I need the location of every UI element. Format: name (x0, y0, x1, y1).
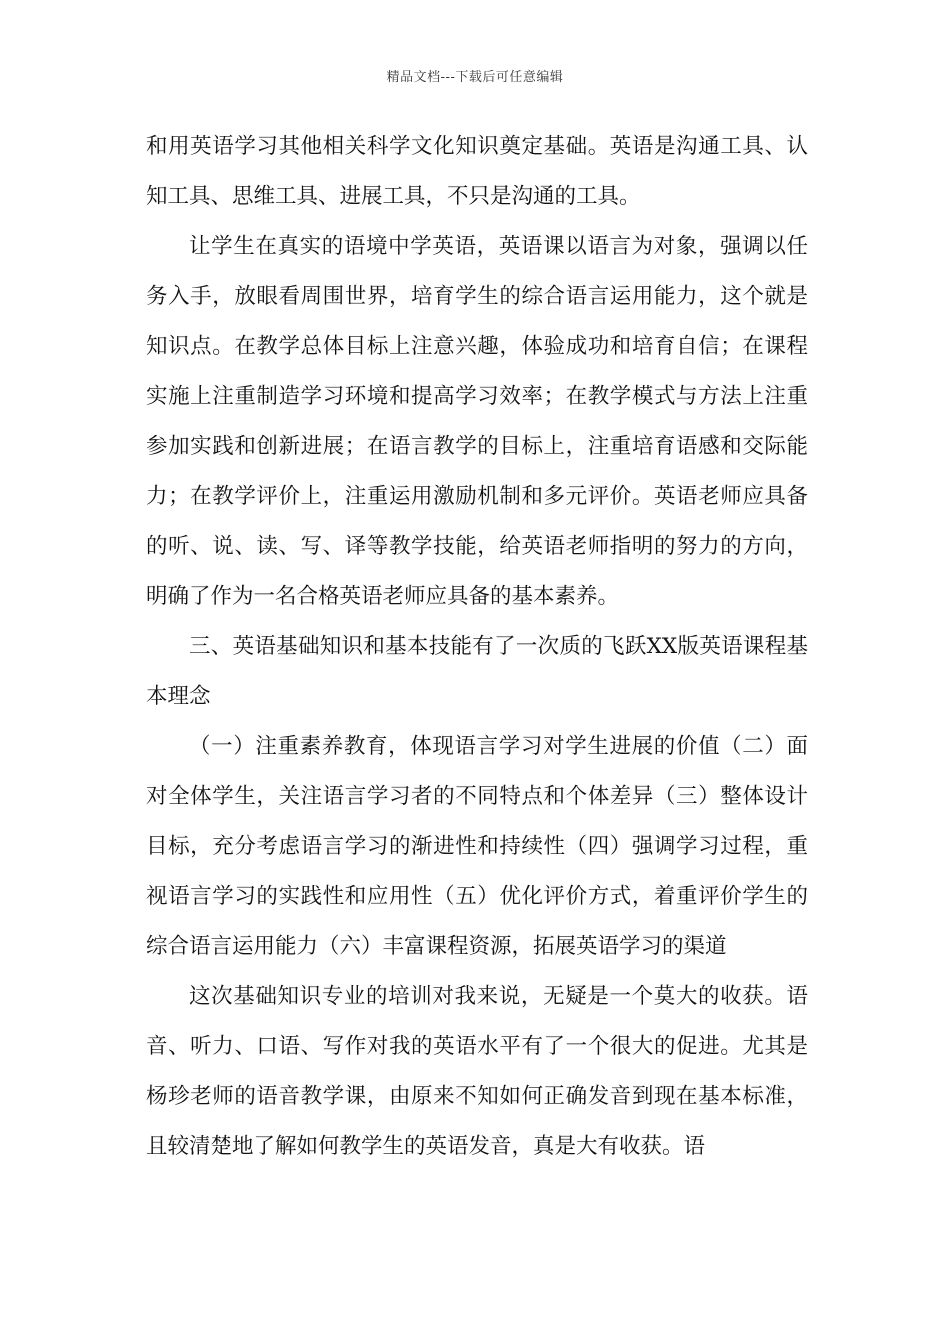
page-header: 精品文档---下载后可任意编辑 (386, 70, 564, 85)
paragraph-training-reflection: 这次基础知识专业的培训对我来说，无疑是一个莫大的收获。语音、听力、口语、写作对我的英语水平有了一个很大的促进。尤其是杨珍老师的语音教学课，由原来不知如何正确发音到现在基本标准，且较清楚地了解如何教学生的英语发音，真是大有收获。语 (146, 984, 808, 1159)
paragraph-section-three-heading: 三、英语基础知识和基本技能有了一次质的飞跃XX版英语课程基本理念 (146, 634, 808, 709)
paragraph-course-principles: （一）注重素养教育，体现语言学习对学生进展的价值（二）面对全体学生，关注语言学习者的不同特点和个体差异（三）整体设计目标，充分考虑语言学习的渐进性和持续性（四）强调学习过程，重视语言学习的实践性和应用性（五）优化评价方式，着重评价学生的综合语言运用能力（六）丰富课程资源，拓展英语学习的渠道 (146, 734, 808, 959)
paragraph-teaching-goals: 让学生在真实的语境中学英语，英语课以语言为对象，强调以任务入手，放眼看周围世界，培育学生的综合语言运用能力，这个就是知识点。在教学总体目标上注意兴趣，体验成功和培育自信；在课程实施上注重制造学习环境和提高学习效率；在教学模式与方法上注重参加实践和创新进展；在语言教学的目标上，注重培育语感和交际能力；在教学评价上，注重运用激励机制和多元评价。英语老师应具备的听、说、读、写、译等教学技能，给英语老师指明的努力的方向，明确了作为一名合格英语老师应具备的基本素养。 (146, 234, 808, 609)
document-body (146, 122, 808, 1172)
paragraph-continuation: 和用英语学习其他相关科学文化知识奠定基础。英语是沟通工具、认知工具、思维工具、进展工具，不只是沟通的工具。 (146, 134, 808, 209)
